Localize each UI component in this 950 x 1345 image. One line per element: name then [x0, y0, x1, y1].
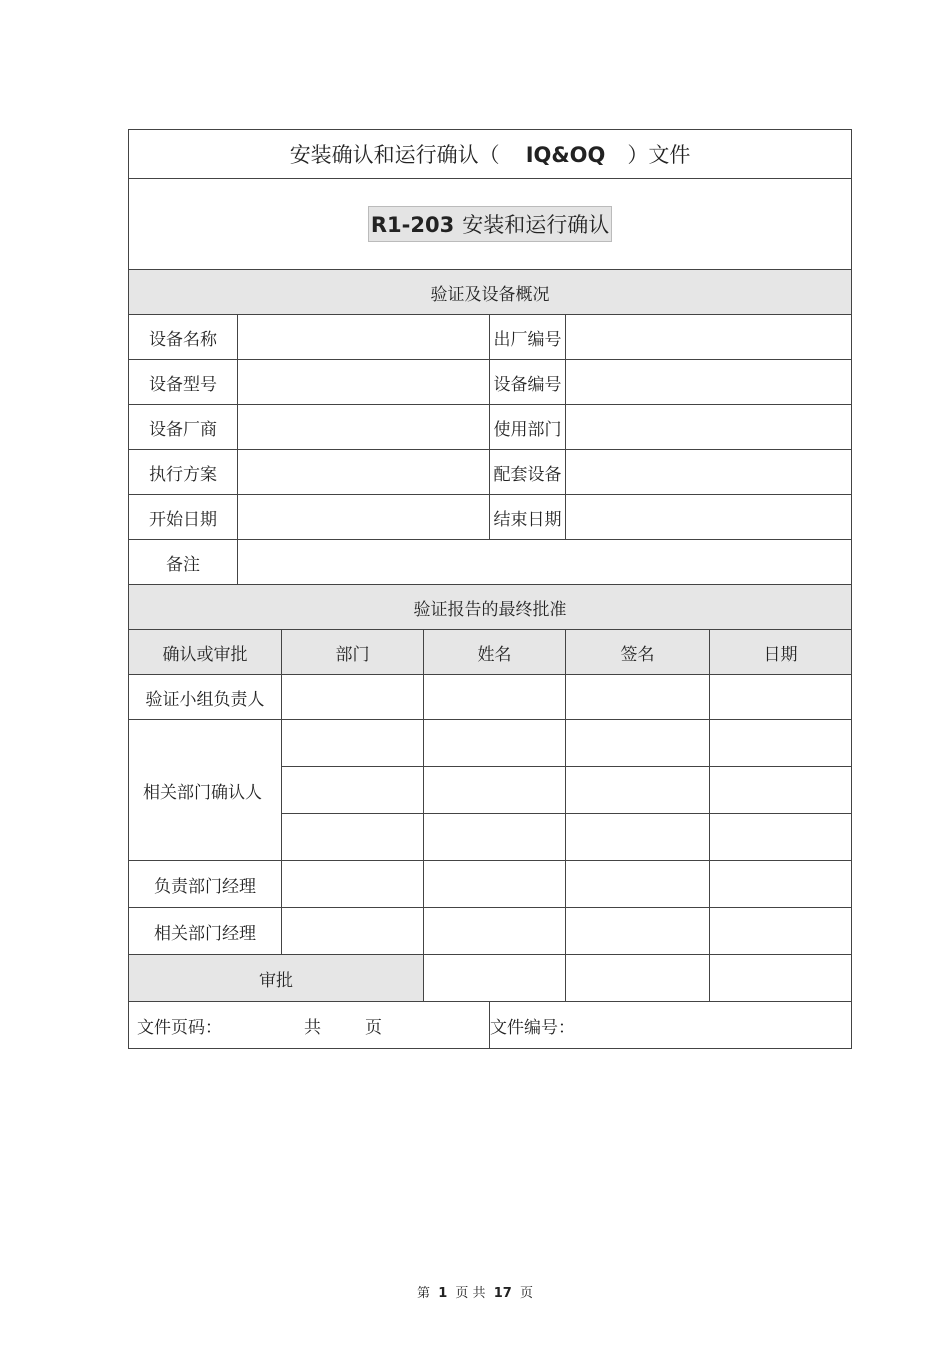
name-field[interactable]: [424, 767, 566, 814]
overview-label: 设备编号: [490, 360, 566, 405]
date-field[interactable]: [710, 767, 852, 814]
form-sheet: [128, 129, 851, 1049]
name-field[interactable]: [424, 675, 566, 720]
signature-field[interactable]: [566, 908, 710, 955]
department-field[interactable]: [282, 675, 424, 720]
overview-value-field[interactable]: [566, 495, 852, 540]
subtitle-box: [368, 206, 612, 242]
title-suffix: ）文件: [627, 143, 691, 167]
overview-value-field[interactable]: [238, 405, 490, 450]
name-field[interactable]: [424, 814, 566, 861]
document-subtitle: [129, 179, 852, 270]
date-field[interactable]: [710, 814, 852, 861]
approval-row: [129, 861, 852, 908]
date-field[interactable]: [710, 955, 852, 1002]
page-number-current: 1: [438, 1286, 448, 1301]
signature-field[interactable]: [566, 955, 710, 1002]
column-header-date: 日期: [710, 630, 852, 675]
department-field[interactable]: [282, 861, 424, 908]
role-related-confirm: 相关部门确认人: [129, 720, 282, 861]
department-field[interactable]: [282, 720, 424, 767]
column-header-name: 姓名: [424, 630, 566, 675]
doc-number-label: 文件编号：: [490, 1017, 575, 1038]
title-code: IQ&OQ: [525, 143, 606, 167]
page-number-total: 17: [493, 1286, 512, 1301]
name-field[interactable]: [424, 955, 566, 1002]
date-field[interactable]: [710, 908, 852, 955]
page-unit: 页: [365, 1017, 382, 1038]
iq-oq-form-table: [128, 129, 852, 1049]
remark-field[interactable]: [238, 540, 852, 585]
overview-label: 设备型号: [129, 360, 238, 405]
overview-value-field[interactable]: [238, 450, 490, 495]
remark-row: [129, 540, 852, 585]
overview-label: 结束日期: [490, 495, 566, 540]
overview-label: 设备厂商: [129, 405, 238, 450]
page-count-cell: [129, 1002, 490, 1049]
date-field[interactable]: [710, 861, 852, 908]
overview-label: 出厂编号: [490, 315, 566, 360]
page-number-mid1: 页: [455, 1286, 469, 1301]
approval-row: [129, 955, 852, 1002]
overview-row: [129, 315, 852, 360]
name-field[interactable]: [424, 908, 566, 955]
column-header-department: 部门: [282, 630, 424, 675]
approval-row: [129, 908, 852, 955]
department-field[interactable]: [282, 814, 424, 861]
role-team-leader: 验证小组负责人: [129, 675, 282, 720]
subtitle-text: 安装和运行确认: [462, 213, 610, 237]
approval-heading: 验证报告的最终批准: [129, 585, 852, 630]
department-field[interactable]: [282, 908, 424, 955]
role-related-manager: 相关部门经理: [129, 908, 282, 955]
overview-heading: 验证及设备概况: [129, 270, 852, 315]
overview-value-field[interactable]: [566, 315, 852, 360]
overview-value-field[interactable]: [566, 450, 852, 495]
remark-label: 备注: [129, 540, 238, 585]
total-label: 共: [304, 1017, 321, 1038]
overview-label: 执行方案: [129, 450, 238, 495]
page-number-suffix: 页: [519, 1286, 533, 1301]
role-approve: 审批: [129, 955, 424, 1002]
page-number-prefix: 第: [417, 1286, 431, 1301]
overview-value-field[interactable]: [238, 360, 490, 405]
overview-label: 设备名称: [129, 315, 238, 360]
overview-value-field[interactable]: [238, 315, 490, 360]
page-number-mid2: 共: [472, 1286, 486, 1301]
name-field[interactable]: [424, 720, 566, 767]
approval-row: [129, 720, 852, 767]
signature-field[interactable]: [566, 767, 710, 814]
page-label: 文件页码：: [137, 1017, 222, 1038]
signature-field[interactable]: [566, 720, 710, 767]
overview-label: 使用部门: [490, 405, 566, 450]
title-prefix: 安装确认和运行确认（: [289, 143, 500, 167]
date-field[interactable]: [710, 675, 852, 720]
overview-value-field[interactable]: [238, 495, 490, 540]
signature-field[interactable]: [566, 675, 710, 720]
column-header-role: 确认或审批: [129, 630, 282, 675]
role-responsible-manager: 负责部门经理: [129, 861, 282, 908]
overview-row: [129, 495, 852, 540]
column-header-signature: 签名: [566, 630, 710, 675]
overview-value-field[interactable]: [566, 360, 852, 405]
overview-label: 开始日期: [129, 495, 238, 540]
name-field[interactable]: [424, 861, 566, 908]
document-title: [129, 130, 852, 179]
overview-row: [129, 450, 852, 495]
subtitle-code: R1-203: [370, 213, 455, 237]
approval-header-row: [129, 630, 852, 675]
date-field[interactable]: [710, 720, 852, 767]
department-field[interactable]: [282, 767, 424, 814]
signature-field[interactable]: [566, 814, 710, 861]
footer-row: [129, 1002, 852, 1049]
overview-label: 配套设备: [490, 450, 566, 495]
overview-row: [129, 405, 852, 450]
doc-number-cell: [490, 1002, 852, 1049]
signature-field[interactable]: [566, 861, 710, 908]
approval-row: [129, 675, 852, 720]
page-number: [0, 1282, 950, 1301]
overview-value-field[interactable]: [566, 405, 852, 450]
overview-row: [129, 360, 852, 405]
